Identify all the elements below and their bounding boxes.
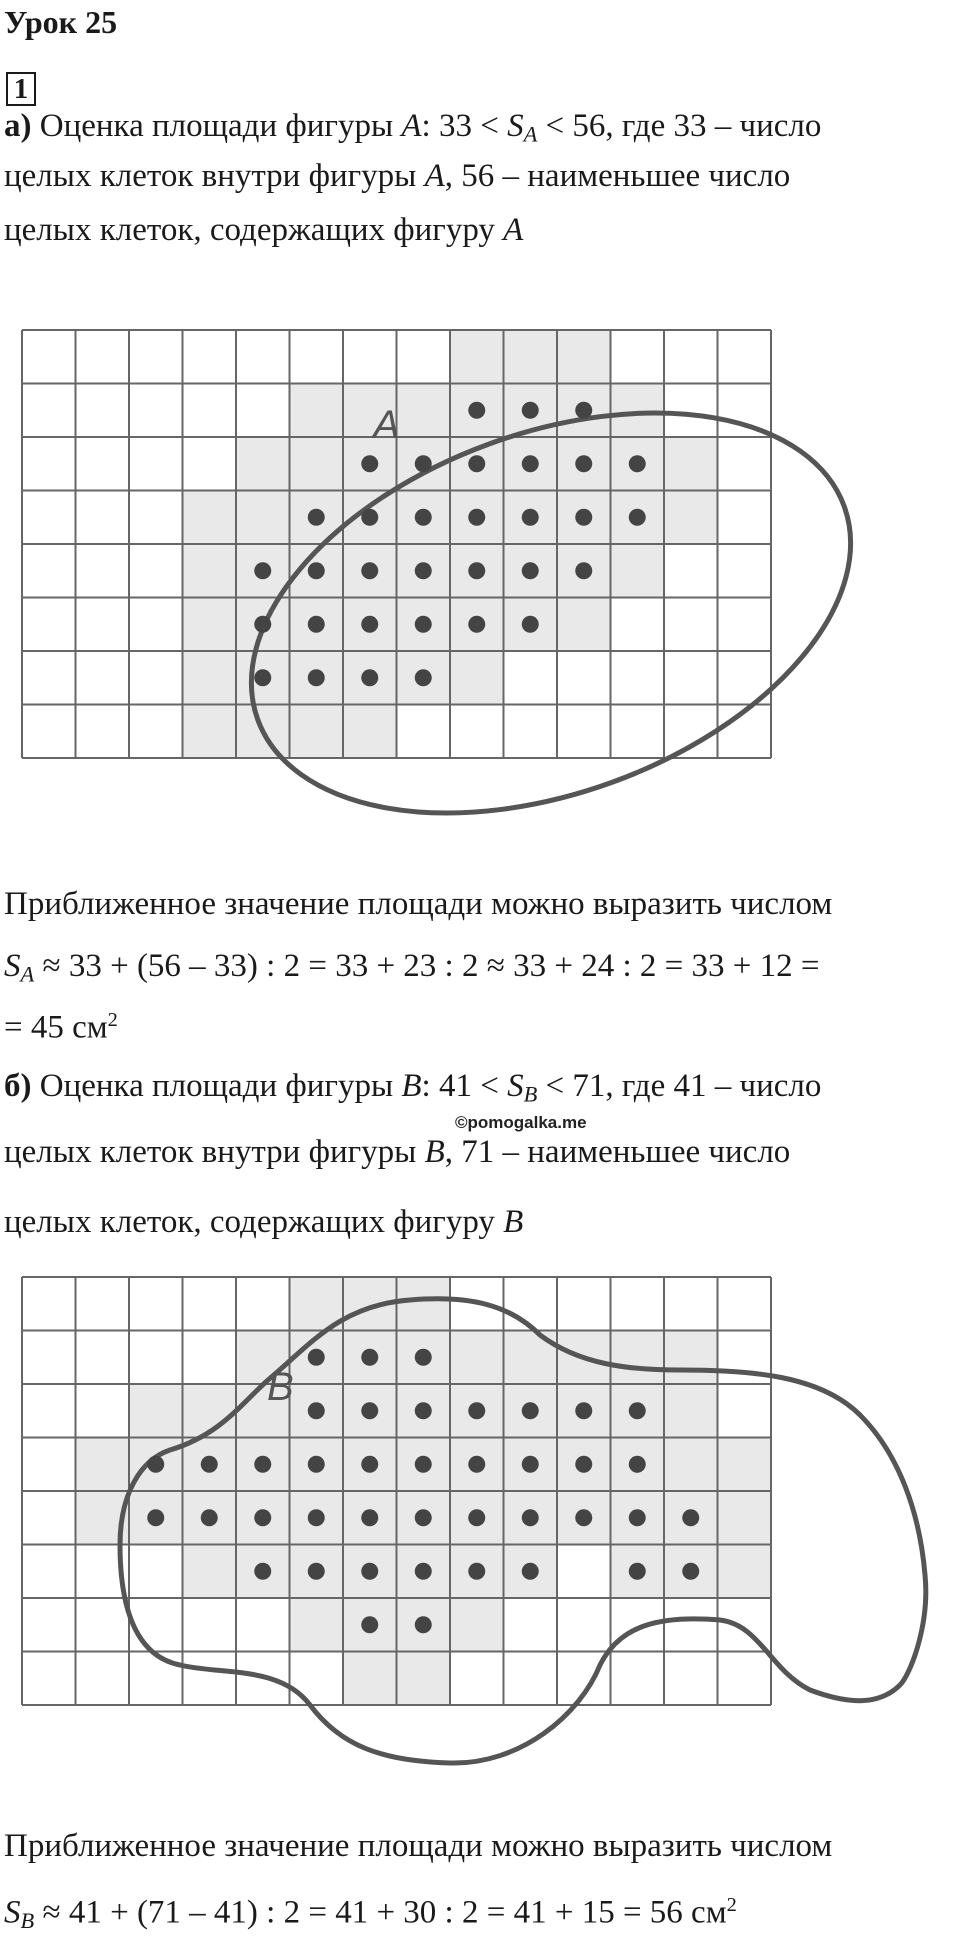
figure-a-grid	[20, 328, 960, 858]
cell-dot	[415, 455, 432, 472]
cell-dot	[415, 616, 432, 633]
part-b-line-2: целых клеток внутри фигуры B, 71 – наименьшее число	[4, 1134, 791, 1170]
shaded-cell	[664, 1331, 718, 1385]
part-a-line-2: целых клеток внутри фигуры A, 56 – наименьшее число	[4, 158, 791, 194]
cell-dot	[201, 1456, 218, 1473]
cell-dot	[147, 1509, 164, 1526]
shaded-cell	[450, 1331, 504, 1385]
cell-dot	[361, 616, 378, 633]
cell-dot	[361, 1349, 378, 1366]
cell-dot	[361, 455, 378, 472]
shaded-cell	[611, 1331, 665, 1385]
shaded-cell	[718, 1491, 772, 1545]
part-b-line-1: б) Оценка площади фигуры B: $41 < S_B < 71$, где 41 – число	[4, 1068, 822, 1107]
cell-dot	[361, 1563, 378, 1580]
cell-dot	[682, 1563, 699, 1580]
shaded-cell	[290, 705, 344, 759]
part-a-formula-line-1: $S_A \approx 33 + (56 - 33)$ : 2 = 33 + 23 : 2 ≈ 33 + 24 : 2 = 33 + 12 =	[4, 948, 820, 987]
cell-dot	[522, 402, 539, 419]
cell-dot	[254, 669, 271, 686]
part-a-line-3: целых клеток, содержащих фигуру A	[4, 212, 524, 248]
cell-dot	[575, 402, 592, 419]
cell-dot	[308, 1402, 325, 1419]
cell-dot	[308, 1456, 325, 1473]
cell-dot	[468, 616, 485, 633]
shaded-cell	[611, 384, 665, 438]
cell-dot	[254, 1509, 271, 1526]
cell-dot	[629, 455, 646, 472]
shaded-cell	[183, 651, 237, 705]
cell-dot	[629, 509, 646, 526]
cell-dot	[308, 616, 325, 633]
cell-dot	[254, 1456, 271, 1473]
cell-dot	[308, 1349, 325, 1366]
cell-dot	[308, 1509, 325, 1526]
cell-dot	[308, 669, 325, 686]
figure-b-label: B	[267, 1365, 294, 1409]
cell-dot	[254, 1563, 271, 1580]
part-a-label: а)	[4, 108, 32, 144]
shaded-cell	[183, 491, 237, 545]
shaded-cell	[397, 1277, 451, 1331]
cell-dot	[575, 1402, 592, 1419]
shaded-cell	[718, 1438, 772, 1492]
cell-dot	[522, 455, 539, 472]
cell-dot	[468, 1402, 485, 1419]
part-a-line-1: а) Оценка площади фигуры A: $33 < S_A < 56$, где 33 – число	[4, 108, 822, 147]
shaded-cell	[236, 437, 290, 491]
cell-dot	[522, 1563, 539, 1580]
cell-dot	[415, 669, 432, 686]
cell-dot	[468, 509, 485, 526]
cell-dot	[522, 616, 539, 633]
shaded-cell	[557, 598, 611, 652]
cell-dot	[361, 509, 378, 526]
shaded-cell	[290, 384, 344, 438]
cell-dot	[468, 1509, 485, 1526]
shaded-cell	[557, 330, 611, 384]
exercise-number: 1	[6, 72, 36, 106]
cell-dot	[308, 1563, 325, 1580]
cell-dot	[522, 1456, 539, 1473]
shaded-cell	[450, 651, 504, 705]
cell-dot	[361, 562, 378, 579]
cell-dot	[629, 1509, 646, 1526]
shaded-cell	[76, 1438, 130, 1492]
cell-dot	[201, 1509, 218, 1526]
figure-a-label: A	[373, 403, 400, 447]
shaded-cell	[343, 1652, 397, 1706]
cell-dot	[682, 1509, 699, 1526]
shaded-cell	[183, 598, 237, 652]
cell-dot	[629, 1402, 646, 1419]
shaded-cell	[397, 384, 451, 438]
cell-dot	[254, 562, 271, 579]
cell-dot	[575, 455, 592, 472]
shaded-cell	[397, 1652, 451, 1706]
cell-dot	[522, 562, 539, 579]
cell-dot	[415, 1563, 432, 1580]
watermark: ©pomogalka.me	[455, 1113, 587, 1132]
shaded-cell	[611, 544, 665, 598]
cell-dot	[415, 1349, 432, 1366]
cell-dot	[522, 509, 539, 526]
shaded-cell	[504, 330, 558, 384]
cell-dot	[415, 509, 432, 526]
part-b-label: б)	[4, 1068, 32, 1104]
cell-dot	[308, 562, 325, 579]
cell-dot	[629, 1456, 646, 1473]
shaded-cell	[183, 705, 237, 759]
cell-dot	[361, 1402, 378, 1419]
shaded-cell	[129, 1384, 183, 1438]
cell-dot	[415, 1456, 432, 1473]
cell-dot	[468, 562, 485, 579]
shaded-cell	[450, 330, 504, 384]
cell-dot	[361, 1456, 378, 1473]
cell-dot	[415, 562, 432, 579]
shaded-cell	[664, 1438, 718, 1492]
part-a-formula-line-2: = 45 $см^2$	[4, 1009, 118, 1046]
shaded-cell	[183, 1545, 237, 1599]
shaded-cell	[450, 1598, 504, 1652]
cell-dot	[575, 1509, 592, 1526]
cell-dot	[361, 1509, 378, 1526]
cell-dot	[575, 509, 592, 526]
cell-dot	[415, 1616, 432, 1633]
cell-dot	[522, 1509, 539, 1526]
lesson-title: Урок 25	[4, 4, 118, 40]
shaded-cell	[290, 1598, 344, 1652]
part-b-formula-line-1: $S_B \approx 41 + (71 - 41)$ : 2 = 41 + 30 : 2 = 41 + 15 = 56 $см^2$	[4, 1894, 737, 1933]
cell-dot	[361, 669, 378, 686]
cell-dot	[415, 1402, 432, 1419]
part-a-approx-intro: Приближенное значение площади можно выразить числом	[4, 886, 833, 922]
shaded-cell	[236, 491, 290, 545]
cell-dot	[361, 1616, 378, 1633]
cell-dot	[468, 402, 485, 419]
cell-dot	[575, 1456, 592, 1473]
shaded-cell	[183, 544, 237, 598]
shaded-cell	[718, 1545, 772, 1599]
cell-dot	[468, 1456, 485, 1473]
cell-dot	[468, 1563, 485, 1580]
cell-dot	[415, 1509, 432, 1526]
cell-dot	[629, 1563, 646, 1580]
cell-dot	[575, 562, 592, 579]
cell-dot	[147, 1456, 164, 1473]
shaded-cell	[664, 491, 718, 545]
cell-dot	[468, 455, 485, 472]
cell-dot	[254, 616, 271, 633]
shaded-cell	[290, 437, 344, 491]
shaded-cell	[664, 1384, 718, 1438]
cell-dot	[522, 1402, 539, 1419]
part-b-approx-intro: Приближенное значение площади можно выразить числом	[4, 1828, 833, 1864]
shaded-cell	[664, 437, 718, 491]
shaded-cell	[343, 705, 397, 759]
figure-b-grid	[20, 1275, 960, 1805]
cell-dot	[308, 509, 325, 526]
part-b-line-3: целых клеток, содержащих фигуру B	[4, 1204, 524, 1240]
